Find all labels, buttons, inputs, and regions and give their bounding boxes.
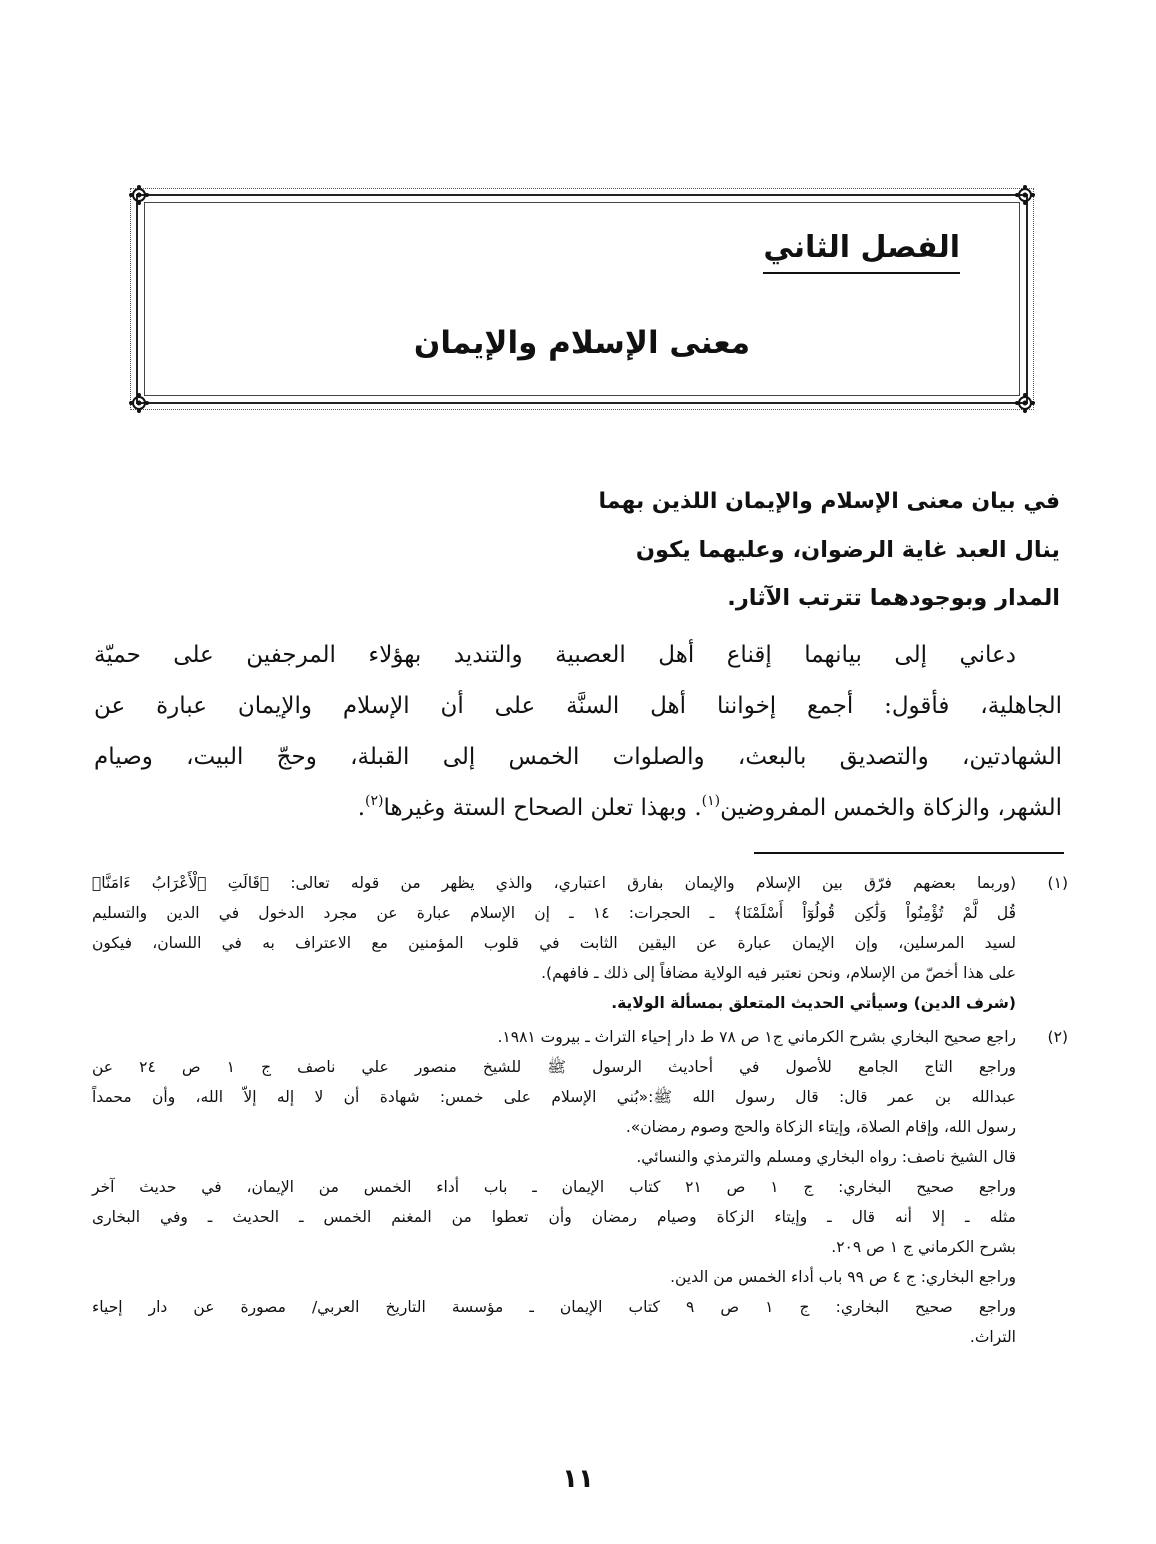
footnote-number: (١) bbox=[1047, 874, 1068, 892]
footnote-ref-2[interactable]: (٢) bbox=[365, 793, 384, 809]
footnote-line: رسول الله، وإقام الصلاة، وإيتاء الزكاة والحج وصوم رمضان». bbox=[625, 1118, 1016, 1136]
footnote-line: وراجع صحيح البخاري: ج ١ ص ٢١ كتاب الإيمان ـ باب أداء الخمس من الإيمان، في حديث آخر bbox=[92, 1178, 1016, 1196]
body-line: الشهادتين، والتصديق بالبعث، والصلوات الخمس إلى القبلة، وحجّ البيت، وصيام bbox=[94, 744, 1062, 770]
footnote-line: على هذا أخصّ من الإسلام، ونحن نعتبر فيه الولاية مضافاً إلى ذلك ـ فافهم). bbox=[541, 964, 1016, 982]
corner-ornament-icon bbox=[128, 392, 150, 414]
footnote-line: بشرح الكرماني ج ١ ص ٢٠٩. bbox=[831, 1238, 1016, 1256]
body-text-segment: الشهر، والزكاة والخمس المفروضين bbox=[720, 795, 1062, 821]
footnote-line: وراجع التاج الجامع للأصول في أحاديث الرسول ﷺ للشيخ منصور علي ناصف ج ١ ص ٢٤ عن bbox=[92, 1058, 1016, 1076]
intro-line: في بيان معنى الإسلام والإيمان اللذين بهما bbox=[598, 489, 1060, 514]
footnote-note: (شرف الدين) وسيأتي الحديث المتعلق بمسألة الولاية. bbox=[611, 994, 1016, 1012]
footnote-line: وراجع البخاري: ج ٤ ص ٩٩ باب أداء الخمس من الدين. bbox=[670, 1268, 1016, 1286]
footnote-line: قُل لَّمْ تُؤْمِنُواْ وَلَٰكِن قُولُوٓاْ أَسْلَمْنَا﴾ ـ الحجرات: ١٤ ـ إن الإسلام عبارة عن مجرد الدخول في الدين والتسليم bbox=[92, 904, 1016, 922]
footnote-line: راجع صحيح البخاري بشرح الكرماني ج١ ص ٧٨ ط دار إحياء التراث ـ بيروت ١٩٨١. bbox=[497, 1028, 1016, 1046]
body-line: دعاني إلى بيانهما إقناع أهل العصبية والتنديد بهؤلاء المرجفين على حميّة bbox=[94, 642, 1016, 668]
footnote-line: عبدالله بن عمر قال: قال رسول الله ﷺ:«بُني الإسلام على خمس: شهادة أن لا إله إلاّ الله، وأن محمداً bbox=[92, 1088, 1016, 1106]
footnote-line: التراث. bbox=[969, 1328, 1016, 1346]
footnotes bbox=[92, 868, 1068, 1352]
body-line: الجاهلية، فأقول: أجمع إخواننا أهل السنَّة على أن الإسلام والإيمان عبارة عن bbox=[94, 693, 1062, 719]
page-number: ١١ bbox=[562, 1464, 594, 1494]
body-paragraph bbox=[94, 630, 1062, 834]
corner-ornament-icon bbox=[128, 184, 150, 206]
intro-block bbox=[590, 478, 1060, 622]
chapter-title: معنى الإسلام والإيمان bbox=[413, 325, 751, 361]
footnote-line: (وربما بعضهم فرّق بين الإسلام والإيمان بفارق اعتباري، والذي يظهر من قوله تعالى: ﴿قَالَتِ ٱلْأَعْرَابُ ءَامَنَّاۖ bbox=[92, 874, 1016, 892]
body-text-segment: . bbox=[357, 795, 365, 821]
footnote-2 bbox=[92, 1022, 1068, 1352]
chapter-label: الفصل الثاني bbox=[763, 228, 960, 274]
footnote-1 bbox=[92, 868, 1068, 1018]
body-line-last bbox=[94, 783, 1062, 834]
body-text-segment: . وبهذا تعلن الصحاح الستة وغيرها bbox=[383, 795, 702, 821]
intro-line: ينال العبد غاية الرضوان، وعليهما يكون bbox=[635, 537, 1060, 563]
intro-line: المدار وبوجودهما تترتب الآثار. bbox=[727, 585, 1060, 611]
chapter-frame bbox=[130, 188, 1034, 410]
footnote-line: وراجع صحيح البخاري: ج ١ ص ٩ كتاب الإيمان ـ مؤسسة التاريخ العربي/ مصورة عن دار إحياء bbox=[92, 1298, 1016, 1316]
footnote-line: مثله ـ إلا أنه قال ـ وإيتاء الزكاة وصيام رمضان وأن تعطوا من المغنم الخمس ـ الحديث ـ وفي البخارى bbox=[92, 1208, 1016, 1226]
footnote-line: لسيد المرسلين، وإن الإيمان عبارة عن اليقين الثابت في قلوب المؤمنين مع الاعتراف به في اللسان، فيكون bbox=[92, 934, 1016, 952]
footnote-number: (٢) bbox=[1047, 1028, 1068, 1046]
footnote-ref-1[interactable]: (١) bbox=[701, 793, 721, 809]
footnote-separator bbox=[754, 852, 1064, 854]
corner-ornament-icon bbox=[1014, 392, 1036, 414]
footnote-line: قال الشيخ ناصف: رواه البخاري ومسلم والترمذي والنسائي. bbox=[636, 1148, 1016, 1166]
corner-ornament-icon bbox=[1014, 184, 1036, 206]
